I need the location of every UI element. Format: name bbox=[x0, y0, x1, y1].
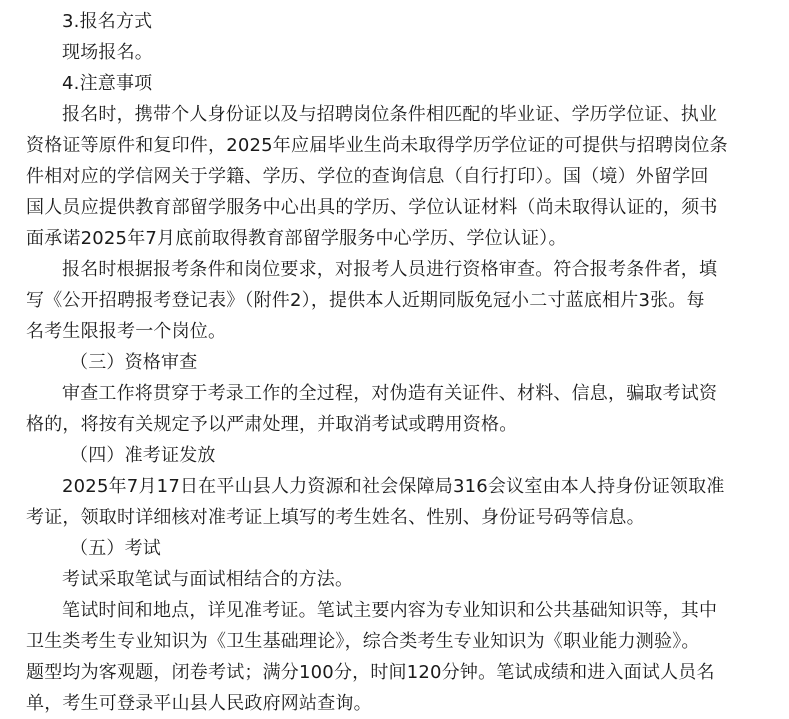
paragraph-line: 写《公开招聘报考登记表》（附件2），提供本人近期同版免冠小二寸蓝底相片3张。每 bbox=[26, 290, 705, 311]
paragraph-line: 题型均为客观题，闭卷考试；满分100分，时间120分钟。笔试成绩和进入面试人员名 bbox=[26, 662, 715, 683]
section-heading-exam: （五）考试 bbox=[70, 538, 161, 559]
paragraph-line: 卫生类考生专业知识为《卫生基础理论》，综合类考生专业知识为《职业能力测验》。 bbox=[26, 631, 700, 652]
paragraph-line: 笔试时间和地点，详见准考证。笔试主要内容为专业知识和公共基础知识等，其中 bbox=[62, 600, 718, 621]
paragraph-line: 考证，领取时详细核对准考证上填写的考生姓名、性别、身份证号码等信息。 bbox=[26, 507, 645, 528]
paragraph-line: 审查工作将贯穿于考录工作的全过程，对伪造有关证件、材料、信息，骗取考试资 bbox=[62, 383, 718, 404]
paragraph-line: 单，考生可登录平山县人民政府网站查询。 bbox=[26, 693, 372, 714]
paragraph-line: 报名时根据报考条件和岗位要求，对报考人员进行资格审查。符合报考条件者，填 bbox=[62, 259, 718, 280]
paragraph-line: 考试采取笔试与面试相结合的方法。 bbox=[62, 569, 354, 590]
heading-registration-method: 3.报名方式 bbox=[62, 11, 153, 32]
paragraph-line: 现场报名。 bbox=[62, 42, 153, 63]
paragraph-line: 面承诺2025年7月底前取得教育部留学服务中心学历、学位认证）。 bbox=[26, 228, 567, 249]
paragraph-line: 件相对应的学信网关于学籍、学历、学位的查询信息（自行打印）。国（境）外留学回 bbox=[26, 166, 709, 187]
paragraph-line: 资格证等原件和复印件，2025年应届毕业生尚未取得学历学位证的可提供与招聘岗位条 bbox=[26, 135, 728, 156]
section-heading-qualification: （三）资格审查 bbox=[70, 352, 198, 373]
heading-notes: 4.注意事项 bbox=[62, 73, 153, 94]
section-heading-admission-ticket: （四）准考证发放 bbox=[70, 445, 216, 466]
paragraph-line: 格的，将按有关规定予以严肃处理，并取消考试或聘用资格。 bbox=[26, 414, 518, 435]
paragraph-line: 2025年7月17日在平山县人力资源和社会保障局316会议室由本人持身份证领取准 bbox=[62, 476, 725, 497]
paragraph-line: 报名时，携带个人身份证以及与招聘岗位条件相匹配的毕业证、学历学位证、执业 bbox=[62, 104, 718, 125]
paragraph-line: 名考生限报考一个岗位。 bbox=[26, 321, 227, 342]
paragraph-line: 国人员应提供教育部留学服务中心出具的学历、学位认证材料（尚未取得认证的，须书 bbox=[26, 197, 718, 218]
